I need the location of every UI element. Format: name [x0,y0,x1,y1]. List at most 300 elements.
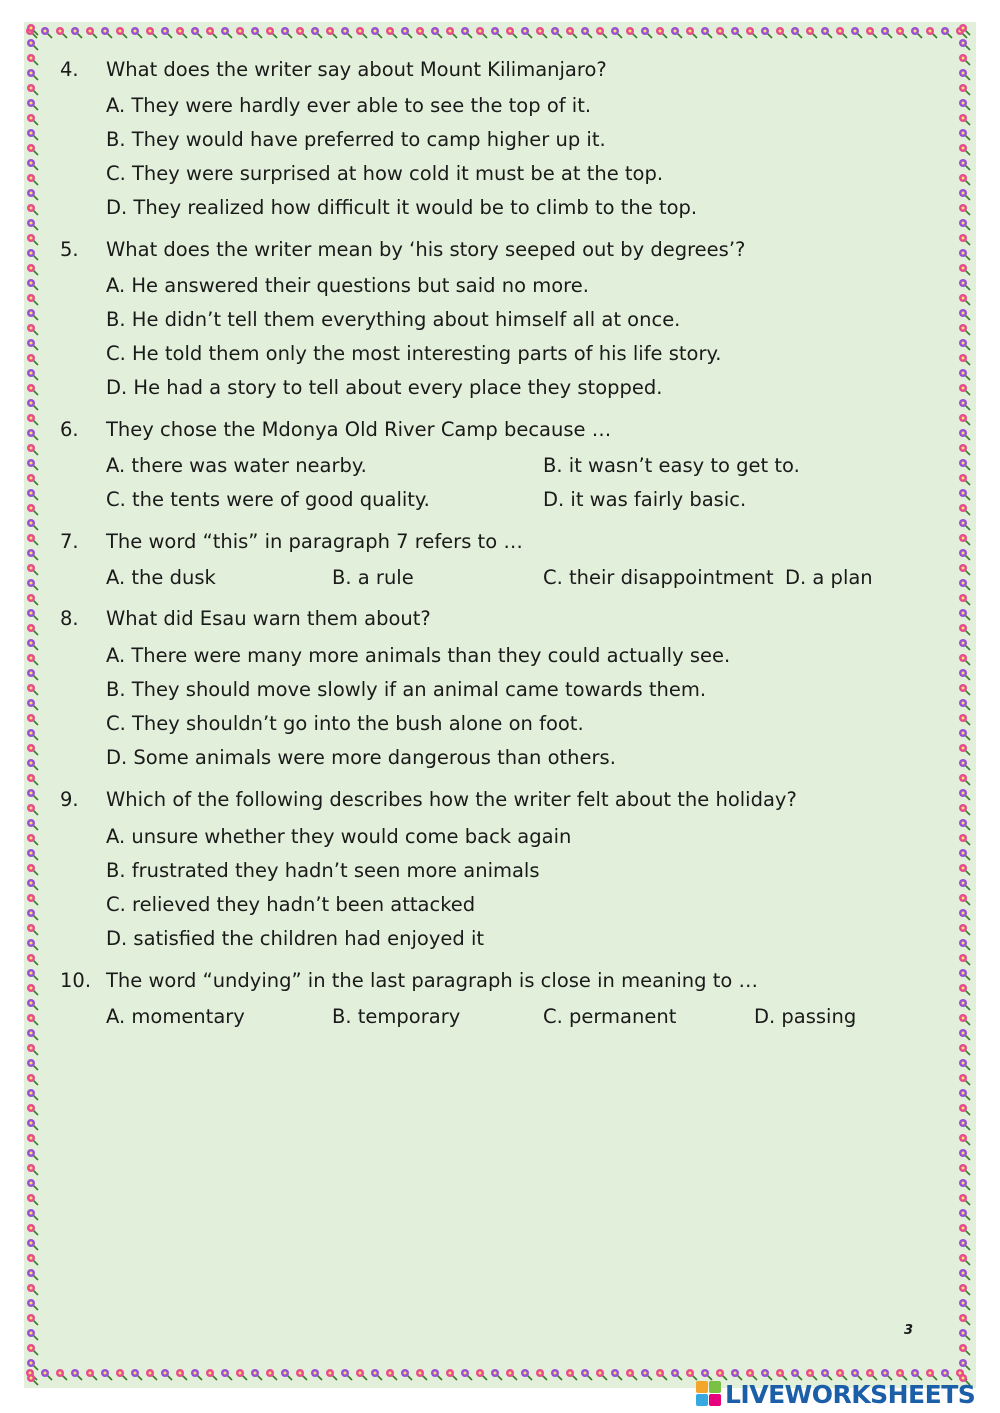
flower-icon [701,27,712,38]
flower-icon [476,27,487,38]
flower-icon [326,1369,337,1380]
flower-icon [27,324,38,335]
flower-icon [27,159,38,170]
flower-icon [27,369,38,380]
flower-icon [959,1194,970,1205]
flower-icon [491,1369,502,1380]
flower-icon [27,954,38,965]
flower-icon [581,27,592,38]
flower-icon [959,1059,970,1070]
flower-icon [959,699,970,710]
flower-icon [551,27,562,38]
flower-icon [27,654,38,665]
flower-icon [959,1269,970,1280]
flower-icon [959,84,970,95]
flower-icon [416,27,427,38]
flower-icon [959,1014,970,1025]
option-c[interactable]: C. They were surprised at how cold it must be at the top. [106,162,664,185]
flower-icon [27,444,38,455]
option-a[interactable]: A. They were hardly ever able to see the top of it. [106,94,592,117]
flower-icon [371,27,382,38]
flower-icon [161,1369,172,1380]
flower-icon [27,684,38,695]
flower-icon [27,744,38,755]
flower-icon [806,27,817,38]
flower-icon [959,1314,970,1325]
option-a[interactable]: A. momentary [106,1005,245,1028]
liveworksheets-logo [696,1377,996,1411]
option-c[interactable]: C. permanent [543,1005,677,1028]
flower-icon [401,27,412,38]
flower-icon [27,1359,38,1370]
flower-icon [27,774,38,785]
flower-icon [959,654,970,665]
flower-icon [959,1134,970,1145]
flower-icon [959,204,970,215]
flower-icon [236,1369,247,1380]
option-c[interactable]: C. relieved they hadn’t been attacked [106,893,476,916]
flower-icon [959,1224,970,1235]
flower-icon [27,1104,38,1115]
flower-icon [176,27,187,38]
flower-icon [521,1369,532,1380]
flower-icon [27,204,38,215]
flower-icon [27,669,38,680]
flower-icon [27,699,38,710]
flower-icon [27,789,38,800]
option-a[interactable]: A. the dusk [106,566,216,589]
option-b[interactable]: B. a rule [332,566,414,589]
flower-icon [821,27,832,38]
flower-icon [27,834,38,845]
flower-icon [461,1369,472,1380]
flower-icon [27,1239,38,1250]
flower-icon [27,54,38,65]
option-b[interactable]: B. temporary [332,1005,461,1028]
flower-icon [959,189,970,200]
flower-icon [27,114,38,125]
flower-icon [27,1194,38,1205]
flower-icon [959,1179,970,1190]
flower-icon [27,1209,38,1220]
flower-icon [71,27,82,38]
question-text: The word “this” in paragraph 7 refers to … [106,530,523,553]
flower-icon [27,264,38,275]
flower-icon [27,459,38,470]
flower-icon [959,429,970,440]
flower-icon [911,27,922,38]
flower-icon [27,129,38,140]
flower-icon [27,1344,38,1355]
flower-icon [461,27,472,38]
flower-icon [959,294,970,305]
flower-icon [959,399,970,410]
flower-icon [27,984,38,995]
flower-icon [281,27,292,38]
flower-icon [959,864,970,875]
flower-icon [959,639,970,650]
page-number: 3 [904,1323,914,1338]
flower-icon [596,1369,607,1380]
flower-icon [959,744,970,755]
flower-icon [27,519,38,530]
flower-icon [506,1369,517,1380]
option-d[interactable]: D. He had a story to tell about every place they stopped. [106,376,663,399]
flower-icon [959,1359,970,1370]
flower-icon [851,27,862,38]
flower-icon [959,234,970,245]
flower-icon [656,1369,667,1380]
flower-icon [27,939,38,950]
flower-icon [27,864,38,875]
flower-icon [641,1369,652,1380]
flower-icon [959,909,970,920]
flower-icon [959,1089,970,1100]
flower-icon [281,1369,292,1380]
flower-icon [27,429,38,440]
flower-icon [611,27,622,38]
flower-icon [371,1369,382,1380]
flower-icon [641,27,652,38]
option-d[interactable]: D. a plan [785,566,873,589]
flower-icon [959,249,970,260]
question-text: Which of the following describes how the writer felt about the holiday? [106,788,797,811]
flower-icon [356,27,367,38]
flower-icon [27,1164,38,1175]
flower-icon [761,27,772,38]
question-number: 5. [60,238,79,261]
flower-icon [431,1369,442,1380]
flower-icon [746,27,757,38]
flower-icon [959,969,970,980]
flower-icon [959,324,970,335]
question-text: They chose the Mdonya Old River Camp because … [106,418,612,441]
flower-icon [536,1369,547,1380]
flower-icon [959,1344,970,1355]
flower-icon [206,27,217,38]
flower-icon [251,27,262,38]
flower-icon [671,27,682,38]
flower-icon [27,639,38,650]
option-a[interactable]: A. There were many more animals than they could actually see. [106,644,731,667]
flower-icon [221,1369,232,1380]
flower-icon [959,984,970,995]
flower-icon [959,504,970,515]
flower-icon [27,969,38,980]
flower-icon [27,819,38,830]
flower-icon [27,1314,38,1325]
flower-icon [341,27,352,38]
liveworksheets-wordmark: LIVEWORKSHEETS [725,1379,976,1409]
flower-icon [27,1119,38,1130]
flower-icon [266,1369,277,1380]
question-number: 6. [60,418,79,441]
question-number: 4. [60,58,79,81]
flower-icon [27,1089,38,1100]
question-text: What does the writer mean by ‘his story seeped out by degrees’? [106,238,746,261]
flower-icon [959,1029,970,1040]
flower-icon [959,444,970,455]
flower-icon [959,759,970,770]
flower-icon [959,1074,970,1085]
option-d[interactable]: D. Some animals were more dangerous than others. [106,746,616,769]
flower-icon [27,39,38,50]
option-a[interactable]: A. unsure whether they would come back again [106,825,572,848]
option-b[interactable]: B. it wasn’t easy to get to. [543,454,800,477]
flower-icon [959,159,970,170]
flower-icon [731,27,742,38]
flower-icon [71,1369,82,1380]
option-d[interactable]: D. They realized how difficult it would be to climb to the top. [106,196,698,219]
option-d[interactable]: D. passing [754,1005,857,1028]
flower-icon [959,579,970,590]
flower-icon [941,27,952,38]
flower-icon [27,849,38,860]
flower-icon [959,24,970,35]
flower-icon [27,174,38,185]
option-b[interactable]: B. They should move slowly if an animal came towards them. [106,678,707,701]
flower-icon [926,27,937,38]
flower-icon [27,414,38,425]
flower-icon [959,459,970,470]
flower-icon [959,894,970,905]
flower-icon [959,1254,970,1265]
flower-icon [959,609,970,620]
question-text: What did Esau warn them about? [106,607,431,630]
flower-icon [27,189,38,200]
flower-icon [236,27,247,38]
flower-icon [596,27,607,38]
flower-icon [566,27,577,38]
flower-icon [959,39,970,50]
flower-icon [959,369,970,380]
flower-icon [959,219,970,230]
flower-icon [959,1329,970,1340]
flower-icon [27,24,38,35]
flower-border-left [22,22,46,1388]
question-text: The word “undying” in the last paragraph is close in meaning to … [106,969,759,992]
flower-icon [27,714,38,725]
flower-icon [686,27,697,38]
flower-icon [959,1209,970,1220]
flower-icon [959,279,970,290]
flower-icon [101,27,112,38]
flower-icon [27,624,38,635]
flower-icon [581,1369,592,1380]
flower-icon [959,1104,970,1115]
flower-icon [27,1224,38,1235]
flower-icon [959,489,970,500]
flower-icon [131,1369,142,1380]
flower-icon [27,234,38,245]
flower-icon [27,294,38,305]
flower-icon [27,474,38,485]
flower-icon [959,624,970,635]
option-d[interactable]: D. it was fairly basic. [543,488,747,511]
flower-icon [27,144,38,155]
flower-icon [416,1369,427,1380]
flower-icon [959,714,970,725]
flower-icon [27,804,38,815]
question-text: What does the writer say about Mount Kilimanjaro? [106,58,607,81]
flower-icon [536,27,547,38]
flower-icon [959,519,970,530]
worksheet-page [24,22,976,1388]
flower-icon [551,1369,562,1380]
flower-icon [27,1254,38,1265]
flower-icon [959,534,970,545]
flower-icon [401,1369,412,1380]
flower-icon [27,564,38,575]
flower-icon [959,999,970,1010]
flower-icon [206,1369,217,1380]
flower-icon [27,894,38,905]
flower-icon [27,729,38,740]
flower-icon [611,1369,622,1380]
flower-icon [27,1269,38,1280]
flower-icon [959,1299,970,1310]
option-a[interactable]: A. there was water nearby. [106,454,367,477]
flower-icon [959,129,970,140]
flower-icon [311,27,322,38]
flower-icon [959,1149,970,1160]
flower-icon [27,924,38,935]
flower-icon [959,789,970,800]
flower-icon [266,27,277,38]
flower-icon [191,1369,202,1380]
flower-icon [836,27,847,38]
flower-icon [959,954,970,965]
flower-icon [959,1284,970,1295]
flower-icon [56,27,67,38]
flower-icon [959,264,970,275]
option-c[interactable]: C. He told them only the most interesting parts of his life story. [106,342,722,365]
flower-icon [311,1369,322,1380]
flower-icon [959,99,970,110]
flower-icon [27,279,38,290]
flower-icon [27,1134,38,1145]
option-c[interactable]: C. They shouldn’t go into the bush alone on foot. [106,712,584,735]
flower-icon [626,1369,637,1380]
flower-icon [959,834,970,845]
flower-icon [27,1149,38,1160]
question-number: 9. [60,788,79,811]
flower-icon [446,27,457,38]
flower-icon [221,27,232,38]
flower-icon [959,729,970,740]
flower-icon [86,27,97,38]
flower-icon [959,144,970,155]
flower-icon [27,1074,38,1085]
question-number: 10. [60,969,92,992]
flower-icon [959,309,970,320]
flower-icon [959,549,970,560]
flower-icon [27,1014,38,1025]
flower-icon [27,504,38,515]
flower-icon [27,1029,38,1040]
flower-icon [27,879,38,890]
flower-icon [27,354,38,365]
flower-icon [356,1369,367,1380]
flower-icon [866,27,877,38]
flower-icon [27,999,38,1010]
flower-icon [959,939,970,950]
question-number: 7. [60,530,79,553]
flower-icon [27,1044,38,1055]
flower-icon [959,354,970,365]
flower-icon [959,1164,970,1175]
flower-icon [566,1369,577,1380]
flower-icon [27,1299,38,1310]
flower-icon [27,69,38,80]
flower-icon [27,309,38,320]
flower-icon [959,339,970,350]
flower-icon [959,474,970,485]
option-b[interactable]: B. He didn’t tell them everything about himself all at once. [106,308,681,331]
flower-icon [506,27,517,38]
flower-icon [101,1369,112,1380]
flower-icon [671,1369,682,1380]
flower-icon [296,1369,307,1380]
flower-icon [251,1369,262,1380]
flower-icon [341,1369,352,1380]
option-c[interactable]: C. their disappointment [543,566,774,589]
flower-icon [776,27,787,38]
flower-icon [27,399,38,410]
flower-icon [27,1329,38,1340]
flower-icon [191,27,202,38]
flower-icon [881,27,892,38]
option-b[interactable]: B. They would have preferred to camp higher up it. [106,128,606,151]
option-c[interactable]: C. the tents were of good quality. [106,488,430,511]
flower-border-right [954,22,978,1388]
flower-icon [161,27,172,38]
option-d[interactable]: D. satisfied the children had enjoyed it [106,927,485,950]
flower-icon [27,549,38,560]
flower-icon [176,1369,187,1380]
flower-border-top [24,22,976,46]
flower-icon [446,1369,457,1380]
flower-icon [959,1044,970,1055]
flower-icon [146,1369,157,1380]
flower-icon [959,564,970,575]
flower-icon [326,27,337,38]
flower-icon [27,249,38,260]
flower-icon [116,1369,127,1380]
flower-icon [476,1369,487,1380]
flower-icon [27,759,38,770]
liveworksheets-badge-icon [696,1381,722,1407]
flower-icon [959,669,970,680]
flower-icon [27,384,38,395]
flower-icon [27,99,38,110]
option-a[interactable]: A. He answered their questions but said no more. [106,274,589,297]
flower-icon [959,819,970,830]
flower-icon [656,27,667,38]
flower-icon [131,27,142,38]
flower-icon [27,1284,38,1295]
flower-icon [27,84,38,95]
flower-icon [27,909,38,920]
flower-icon [296,27,307,38]
flower-icon [959,54,970,65]
option-b[interactable]: B. frustrated they hadn’t seen more animals [106,859,540,882]
flower-icon [791,27,802,38]
flower-icon [959,594,970,605]
flower-icon [27,594,38,605]
flower-icon [27,1059,38,1070]
flower-icon [626,27,637,38]
